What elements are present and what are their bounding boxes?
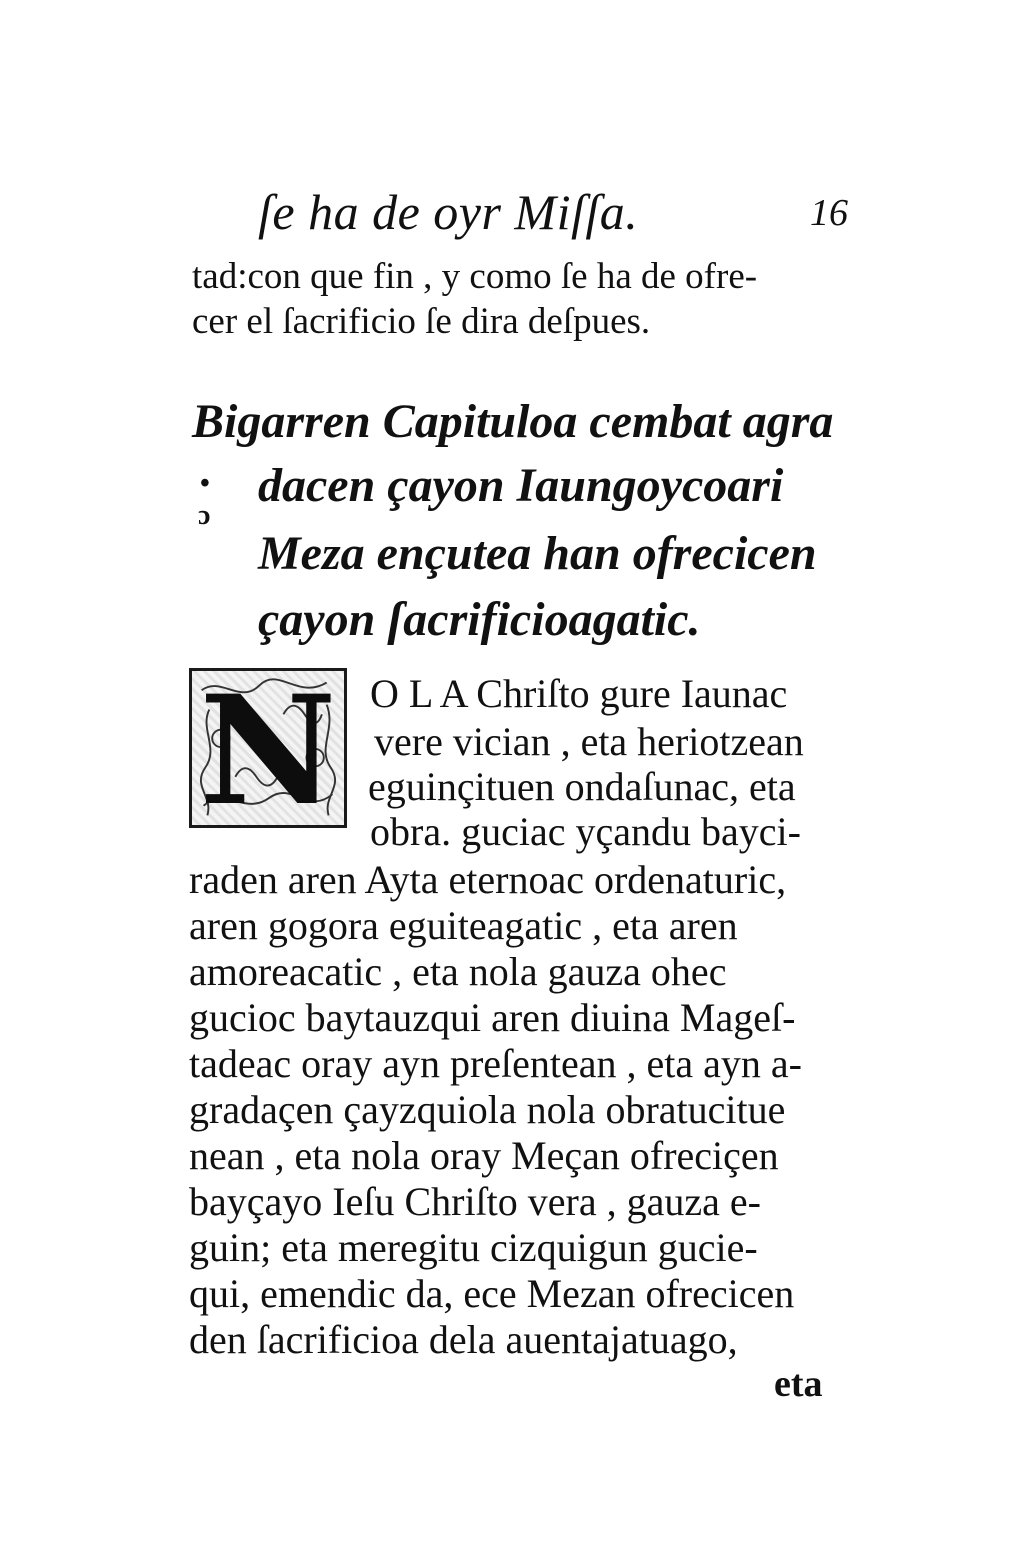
decorated-initial — [189, 668, 347, 828]
chapter-heading-line-4: çayon ſacrificioagatic. — [258, 593, 701, 646]
body-line: bayçayo Ieſu Chriſto vera , gauza e- — [189, 1179, 761, 1224]
body-line: tadeac oray ayn preſentean , eta ayn a- — [189, 1041, 802, 1086]
page-header — [258, 182, 848, 252]
initial-letter: N — [199, 668, 337, 828]
running-title: ſe ha de oyr Miſſa. — [258, 184, 639, 240]
margin-mark-dot: • — [200, 468, 210, 499]
body-line: qui, emendic da, ece Mezan ofrecicen — [189, 1271, 795, 1316]
chapter-heading-line-1: Bigarren Capituloa cembat agra — [192, 395, 834, 448]
body-line: nean , eta nola oray Meçan ofreciçen — [189, 1133, 779, 1178]
body-line: gucioc baytauzqui aren diuina Mageſ- — [189, 995, 796, 1040]
body-line: amoreacatic , eta nola gauza ohec — [189, 949, 727, 994]
body-line: guin; eta meregitu cizquigun gucie- — [189, 1225, 758, 1270]
intro-line-2: cer el ſacrificio ſe dira deſpues. — [192, 301, 651, 342]
catchword: eta — [774, 1363, 823, 1405]
intro-line-1: tad:con que fin , y como ſe ha de ofre- — [192, 256, 758, 297]
page-number: 16 — [810, 192, 848, 234]
body-line: vere vician , eta heriotzean — [374, 719, 804, 764]
margin-mark-hook: ɔ — [198, 500, 211, 531]
body-line: obra. guciac yçandu bayci- — [370, 809, 801, 854]
body-line: eguinçituen ondaſunac, eta — [368, 764, 796, 809]
chapter-heading-line-2: dacen çayon Iaungoycoari — [258, 459, 784, 512]
body-line: raden aren Ayta eternoac ordenaturic, — [189, 857, 787, 902]
body-line: O L A Chriſto gure Iaunac — [370, 671, 788, 716]
chapter-heading-line-3: Meza ençutea han ofrecicen — [258, 527, 817, 580]
body-line: den ſacrificioa dela auentajatuago, — [189, 1317, 738, 1362]
body-line: gradaçen çayzquiola nola obratucitue — [189, 1087, 786, 1132]
body-line: aren gogora eguiteagatic , eta aren — [189, 903, 738, 948]
